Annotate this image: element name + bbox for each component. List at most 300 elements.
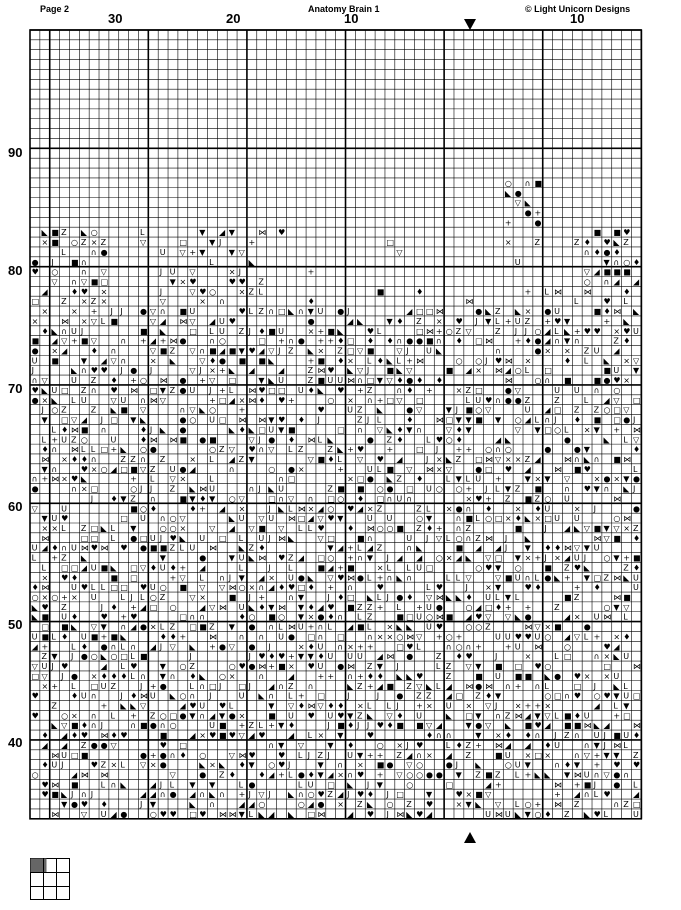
stitch-symbol: ◣ <box>71 622 78 632</box>
stitch-symbol: ○ <box>228 662 236 672</box>
stitch-symbol: U <box>633 583 639 593</box>
stitch-symbol: U <box>633 326 639 336</box>
stitch-symbol: ● <box>396 691 404 701</box>
stitch-symbol: Z <box>169 346 176 356</box>
stitch-symbol: ▼ <box>583 543 590 553</box>
stitch-symbol: Z <box>465 740 471 750</box>
stitch-symbol: ◢ <box>278 366 285 376</box>
stitch-symbol: ♥ <box>209 731 217 741</box>
stitch-symbol: ■ <box>71 721 79 731</box>
stitch-symbol: ▽ <box>583 267 590 277</box>
stitch-symbol: ◣ <box>327 435 334 445</box>
stitch-symbol: ◢ <box>564 553 571 563</box>
stitch-symbol: + <box>287 395 295 405</box>
stitch-symbol: U <box>120 395 127 405</box>
stitch-symbol: ▼ <box>347 711 354 721</box>
stitch-symbol: ∩ <box>31 376 38 386</box>
stitch-symbol: × <box>199 593 206 603</box>
stitch-symbol: □ <box>61 563 69 573</box>
stitch-symbol: ● <box>406 336 414 346</box>
stitch-symbol: ■ <box>573 464 582 474</box>
stitch-symbol: + <box>337 563 344 573</box>
stitch-symbol: □ <box>218 395 227 405</box>
stitch-symbol: J <box>465 583 468 593</box>
stitch-symbol: ∩ <box>554 760 561 770</box>
stitch-symbol: ■ <box>199 622 207 632</box>
stitch-symbol: ▼ <box>209 494 216 504</box>
stitch-symbol: ▽ <box>485 701 492 711</box>
stitch-symbol: × <box>90 671 98 681</box>
stitch-symbol: J <box>475 316 478 326</box>
stitch-symbol: ■ <box>159 346 168 356</box>
stitch-symbol: L <box>445 573 451 583</box>
stitch-symbol: ∩ <box>396 336 403 346</box>
stitch-symbol: ▼ <box>465 415 472 425</box>
stitch-symbol: + <box>573 326 581 336</box>
stitch-symbol: ♦ <box>406 415 414 425</box>
stitch-symbol: ◢ <box>149 642 157 652</box>
stitch-symbol: ■ <box>90 277 99 287</box>
stitch-symbol: ▽ <box>268 346 275 356</box>
stitch-symbol: Z <box>573 593 580 603</box>
stitch-symbol: ♦ <box>307 297 315 307</box>
stitch-symbol: ◣ <box>524 514 531 524</box>
stitch-symbol: Z <box>504 711 511 721</box>
stitch-symbol: ▽ <box>80 277 88 287</box>
stitch-symbol: ■ <box>287 425 296 435</box>
stitch-symbol: ◣ <box>613 238 620 248</box>
stitch-symbol: × <box>504 514 512 524</box>
stitch-symbol: □ <box>179 238 188 248</box>
stitch-symbol: ▽ <box>268 445 275 455</box>
stitch-symbol: L <box>287 445 293 455</box>
stitch-symbol: Z <box>455 454 462 464</box>
stitch-symbol: ◢ <box>564 524 571 533</box>
stitch-symbol: ∩ <box>366 632 373 642</box>
stitch-symbol: ⋈ <box>347 662 356 672</box>
stitch-symbol: ▽ <box>445 464 452 474</box>
stitch-symbol: ⋈ <box>623 514 632 524</box>
stitch-symbol: ▼ <box>524 760 531 770</box>
stitch-symbol: ◣ <box>455 593 462 603</box>
stitch-symbol: U <box>593 346 600 356</box>
stitch-symbol: J <box>110 307 113 317</box>
stitch-symbol: ○ <box>140 376 148 386</box>
stitch-symbol: ◢ <box>544 336 551 346</box>
stitch-symbol: ● <box>179 385 187 395</box>
stitch-symbol: □ <box>140 533 148 543</box>
stitch-symbol: ∩ <box>287 593 294 603</box>
stitch-symbol: ▼ <box>495 583 502 593</box>
stitch-symbol: J <box>544 553 547 563</box>
stitch-symbol: ◣ <box>110 563 117 573</box>
stitch-symbol: ∩ <box>61 543 68 553</box>
stitch-symbol: ⋈ <box>593 533 602 543</box>
stitch-symbol: Z <box>416 504 422 514</box>
stitch-symbol: ♦ <box>327 612 335 622</box>
stitch-symbol: + <box>435 326 443 336</box>
stitch-symbol: ▽ <box>189 346 196 356</box>
stitch-symbol: ∩ <box>189 691 196 701</box>
stitch-symbol: ▼ <box>297 652 304 662</box>
stitch-symbol: ♦ <box>140 425 148 435</box>
stitch-symbol: ■ <box>465 514 474 524</box>
stitch-symbol: ■ <box>455 543 464 553</box>
stitch-symbol: ▼ <box>159 671 166 681</box>
stitch-symbol: J <box>544 524 547 533</box>
stitch-symbol: × <box>41 238 49 248</box>
stitch-symbol: + <box>406 356 413 366</box>
stitch-symbol: ◣ <box>31 612 38 622</box>
stitch-symbol: L <box>376 593 382 603</box>
stitch-symbol: L <box>366 701 372 711</box>
stitch-symbol: ♦ <box>337 336 345 346</box>
stitch-symbol: ♥ <box>278 395 286 405</box>
stitch-symbol: ○ <box>179 662 187 672</box>
stitch-symbol: + <box>524 287 532 297</box>
stitch-symbol: ▽ <box>278 524 285 533</box>
stitch-symbol: × <box>268 573 275 583</box>
stitch-symbol: J <box>218 238 222 248</box>
stitch-symbol: Z <box>554 602 560 612</box>
stitch-symbol: U <box>554 740 561 750</box>
stitch-symbol: L <box>366 573 372 583</box>
stitch-symbol: ■ <box>366 346 375 356</box>
stitch-symbol: ♥ <box>485 395 493 405</box>
stitch-symbol: × <box>524 307 532 317</box>
stitch-symbol: ▽ <box>416 681 423 691</box>
stitch-symbol: ▽ <box>51 277 58 287</box>
stitch-symbol: U <box>573 514 580 524</box>
stitch-symbol: U <box>31 543 38 553</box>
stitch-symbol: ▽ <box>406 366 413 376</box>
stitch-symbol: Z <box>465 385 471 395</box>
stitch-symbol: U <box>426 622 432 632</box>
stitch-symbol: ∩ <box>465 642 472 652</box>
stitch-symbol: U <box>564 494 570 504</box>
stitch-symbol: ◢ <box>504 366 512 376</box>
stitch-symbol: U <box>593 731 600 741</box>
stitch-symbol: Z <box>445 671 452 681</box>
stitch-symbol: U <box>317 642 324 652</box>
stitch-symbol: ♥ <box>554 316 562 326</box>
stitch-symbol: L <box>100 583 106 593</box>
stitch-symbol: Z <box>633 524 639 533</box>
stitch-symbol: ▽ <box>485 721 492 731</box>
stitch-symbol: J <box>90 790 94 800</box>
stitch-symbol: Z <box>524 454 531 464</box>
stitch-symbol: ● <box>317 612 325 622</box>
stitch-symbol: U <box>287 711 294 721</box>
stitch-symbol: ▼ <box>613 602 620 612</box>
stitch-symbol: + <box>524 770 532 780</box>
stitch-symbol: ● <box>31 395 39 405</box>
stitch-symbol: ▼ <box>100 622 107 632</box>
stitch-symbol: ♦ <box>376 671 384 681</box>
stitch-symbol: + <box>199 376 206 386</box>
stitch-symbol: + <box>524 701 532 711</box>
stitch-symbol: ♥ <box>366 731 375 741</box>
stitch-symbol: × <box>41 681 49 691</box>
stitch-symbol: × <box>100 297 108 307</box>
stitch-symbol: + <box>159 336 167 346</box>
stitch-symbol: ⋈ <box>71 425 80 435</box>
stitch-symbol: ⋈ <box>41 454 50 464</box>
stitch-symbol: × <box>41 524 49 533</box>
stitch-symbol: + <box>327 583 335 593</box>
stitch-symbol: ∩ <box>317 632 324 642</box>
stitch-symbol: × <box>61 454 68 464</box>
stitch-symbol: J <box>71 790 74 800</box>
stitch-symbol: □ <box>406 484 414 494</box>
stitch-symbol: J <box>228 573 232 583</box>
stitch-symbol: J <box>406 740 409 750</box>
stitch-symbol: ∩ <box>573 750 580 760</box>
stitch-symbol: + <box>416 602 423 612</box>
stitch-symbol: □ <box>485 602 493 612</box>
stitch-symbol: ▽ <box>287 701 295 711</box>
stitch-symbol: ▼ <box>633 366 640 376</box>
stitch-symbol: ⋈ <box>287 622 296 632</box>
stitch-symbol: ⋈ <box>366 524 375 533</box>
stitch-symbol: ⋈ <box>199 484 208 494</box>
stitch-symbol: ♦ <box>593 247 601 257</box>
stitch-symbol: ▼ <box>228 247 235 257</box>
stitch-symbol: □ <box>495 553 503 563</box>
stitch-symbol: × <box>455 385 463 395</box>
stitch-symbol: Z <box>80 524 87 533</box>
stitch-symbol: ♥ <box>80 800 89 810</box>
stitch-symbol: J <box>278 346 281 356</box>
stitch-symbol: U <box>71 376 77 386</box>
stitch-symbol: ◣ <box>633 307 640 317</box>
stitch-symbol: L <box>71 681 76 691</box>
stitch-symbol: × <box>603 652 611 662</box>
stitch-symbol: ♦ <box>366 790 375 800</box>
stitch-symbol: + <box>534 800 542 810</box>
stitch-symbol: ♦ <box>80 454 89 464</box>
stitch-symbol: ⋈ <box>71 445 80 455</box>
stitch-symbol: ◢ <box>130 622 137 632</box>
stitch-symbol: ♥ <box>465 652 473 662</box>
stitch-symbol: ▼ <box>268 415 275 425</box>
stitch-symbol: J <box>327 750 330 760</box>
stitch-symbol: L <box>593 790 599 800</box>
stitch-symbol: U <box>613 671 620 681</box>
stitch-symbol: ◣ <box>366 593 373 603</box>
stitch-symbol: ● <box>179 376 187 386</box>
stitch-symbol: L <box>583 395 589 405</box>
stitch-symbol: ■ <box>475 415 483 425</box>
stitch-symbol: × <box>347 356 354 366</box>
stitch-symbol: ◣ <box>199 405 206 415</box>
stitch-symbol: J <box>603 731 606 741</box>
stitch-symbol: ♦ <box>169 563 177 573</box>
stitch-symbol: × <box>287 662 295 672</box>
stitch-symbol: + <box>268 721 275 731</box>
stitch-symbol: U <box>100 681 107 691</box>
stitch-symbol: ● <box>199 435 207 445</box>
stitch-symbol: ♥ <box>337 711 345 721</box>
stitch-symbol: ∩ <box>603 484 610 494</box>
stitch-symbol: ○ <box>455 533 463 543</box>
stitch-symbol: ∩ <box>258 671 265 681</box>
stitch-symbol: ⋈ <box>613 307 622 317</box>
stitch-symbol: U <box>406 533 413 543</box>
stitch-symbol: □ <box>416 445 424 455</box>
stitch-symbol: □ <box>110 415 119 425</box>
stitch-symbol: □ <box>189 809 197 819</box>
stitch-symbol: ▼ <box>583 445 590 455</box>
stitch-symbol: J <box>356 721 360 731</box>
stitch-symbol: + <box>110 445 118 455</box>
stitch-symbol: ∩ <box>416 425 422 435</box>
stitch-symbol: ● <box>475 681 483 691</box>
stitch-symbol: ◢ <box>218 228 226 238</box>
stitch-symbol: ▼ <box>376 662 383 672</box>
stitch-symbol: ▽ <box>179 247 186 257</box>
stitch-symbol: Z <box>603 573 609 583</box>
stitch-symbol: L <box>426 504 431 514</box>
stitch-symbol: U <box>41 662 48 672</box>
stitch-symbol: J <box>248 326 251 336</box>
stitch-symbol: ■ <box>495 662 503 672</box>
stitch-symbol: ● <box>218 642 226 652</box>
stitch-symbol: ⋈ <box>258 662 267 672</box>
stitch-symbol: L <box>248 809 253 819</box>
stitch-symbol: ◣ <box>406 671 413 681</box>
stitch-symbol: ◣ <box>228 514 235 524</box>
stitch-symbol: ◢ <box>179 701 186 711</box>
stitch-symbol: ● <box>287 464 295 474</box>
stitch-symbol: U <box>347 750 353 760</box>
stitch-symbol: Z <box>356 415 363 425</box>
stitch-symbol: ◣ <box>396 573 403 583</box>
stitch-symbol: ♥ <box>159 740 167 750</box>
stitch-symbol: ○ <box>455 484 463 494</box>
stitch-symbol: ◣ <box>524 533 531 543</box>
stitch-symbol: ○ <box>376 484 384 494</box>
stitch-symbol: J <box>366 415 370 425</box>
stitch-symbol: ♦ <box>100 800 108 810</box>
stitch-symbol: □ <box>426 307 434 317</box>
stitch-symbol: U <box>80 395 87 405</box>
stitch-symbol: L <box>623 297 628 307</box>
stitch-symbol: ▼ <box>386 316 393 326</box>
stitch-symbol: U <box>337 376 344 386</box>
stitch-symbol: ▼ <box>199 228 206 238</box>
stitch-symbol: U <box>90 563 97 573</box>
stitch-symbol: ⋈ <box>583 721 592 731</box>
stitch-symbol: U <box>159 563 166 573</box>
stitch-symbol: ● <box>90 740 98 750</box>
stitch-symbol: ▼ <box>307 652 314 662</box>
stitch-symbol: ◢ <box>80 563 88 573</box>
stitch-symbol: ⋈ <box>623 454 632 464</box>
stitch-symbol: ◢ <box>100 356 107 366</box>
stitch-symbol: ■ <box>465 405 474 415</box>
stitch-symbol: ▼ <box>475 711 482 721</box>
stitch-symbol: ♦ <box>356 494 365 504</box>
stitch-symbol: ● <box>544 573 552 583</box>
stitch-symbol: Z <box>356 800 363 810</box>
stitch-symbol: U <box>593 543 600 553</box>
stitch-symbol: Z <box>465 750 471 760</box>
stitch-symbol: × <box>396 740 404 750</box>
stitch-symbol: × <box>149 622 157 632</box>
stitch-symbol: ● <box>524 612 532 622</box>
stitch-symbol: ♦ <box>287 435 296 445</box>
stitch-symbol: J <box>593 681 596 691</box>
stitch-symbol: × <box>573 504 581 514</box>
stitch-symbol: ⋈ <box>426 326 434 336</box>
stitch-symbol: ▼ <box>41 464 48 474</box>
stitch-symbol: ♦ <box>337 356 345 366</box>
stitch-symbol: ■ <box>514 671 523 681</box>
stitch-symbol: U <box>623 691 630 701</box>
stitch-symbol: ○ <box>504 445 512 455</box>
stitch-symbol: ♦ <box>110 671 118 681</box>
stitch-symbol: U <box>268 425 275 435</box>
stitch-symbol: ○ <box>159 524 167 533</box>
stitch-symbol: ▼ <box>209 780 216 790</box>
stitch-symbol: □ <box>268 494 276 504</box>
stitch-symbol: ♥ <box>228 277 236 287</box>
stitch-symbol: ▼ <box>149 800 157 810</box>
stitch-symbol: Z <box>189 662 195 672</box>
stitch-symbol: ■ <box>603 267 612 277</box>
stitch-symbol: ♥ <box>307 662 315 672</box>
stitch-symbol: ◢ <box>376 652 383 662</box>
stitch-symbol: ♦ <box>71 573 79 583</box>
stitch-symbol: ● <box>297 770 305 780</box>
stitch-symbol: + <box>573 583 581 593</box>
stitch-symbol: × <box>524 750 532 760</box>
stitch-symbol: ♦ <box>110 376 118 386</box>
stitch-symbol: □ <box>149 602 158 612</box>
stitch-symbol: ○ <box>475 356 483 366</box>
stitch-symbol: Z <box>416 691 422 701</box>
stitch-symbol: J <box>189 652 192 662</box>
stitch-symbol: ⋈ <box>495 809 504 819</box>
stitch-symbol: ◢ <box>268 583 275 593</box>
stitch-symbol: + <box>465 484 473 494</box>
stitch-symbol: ◣ <box>356 316 364 326</box>
stitch-symbol: U <box>593 612 600 622</box>
stitch-symbol: U <box>633 809 639 819</box>
stitch-symbol: ♥ <box>159 809 167 819</box>
stitch-symbol: ■ <box>337 721 345 731</box>
stitch-symbol: ▽ <box>149 346 157 356</box>
stitch-symbol: ■ <box>140 652 148 662</box>
stitch-symbol: J <box>218 681 222 691</box>
stitch-symbol: ◢ <box>80 415 88 425</box>
stitch-symbol: Z <box>416 524 422 533</box>
stitch-symbol: ♦ <box>41 445 49 455</box>
stitch-symbol: × <box>366 504 374 514</box>
stitch-symbol: ⋈ <box>100 770 109 780</box>
stitch-symbol: Z <box>159 454 166 464</box>
stitch-symbol: + <box>179 632 187 642</box>
stitch-symbol: J <box>140 484 143 494</box>
stitch-symbol: Z <box>327 790 333 800</box>
stitch-symbol: × <box>435 316 443 326</box>
stitch-symbol: J <box>504 533 508 543</box>
stitch-symbol: ◢ <box>71 770 78 780</box>
stitch-symbol: ♥ <box>31 267 39 277</box>
stitch-symbol: U <box>61 612 68 622</box>
stitch-symbol: + <box>376 573 384 583</box>
